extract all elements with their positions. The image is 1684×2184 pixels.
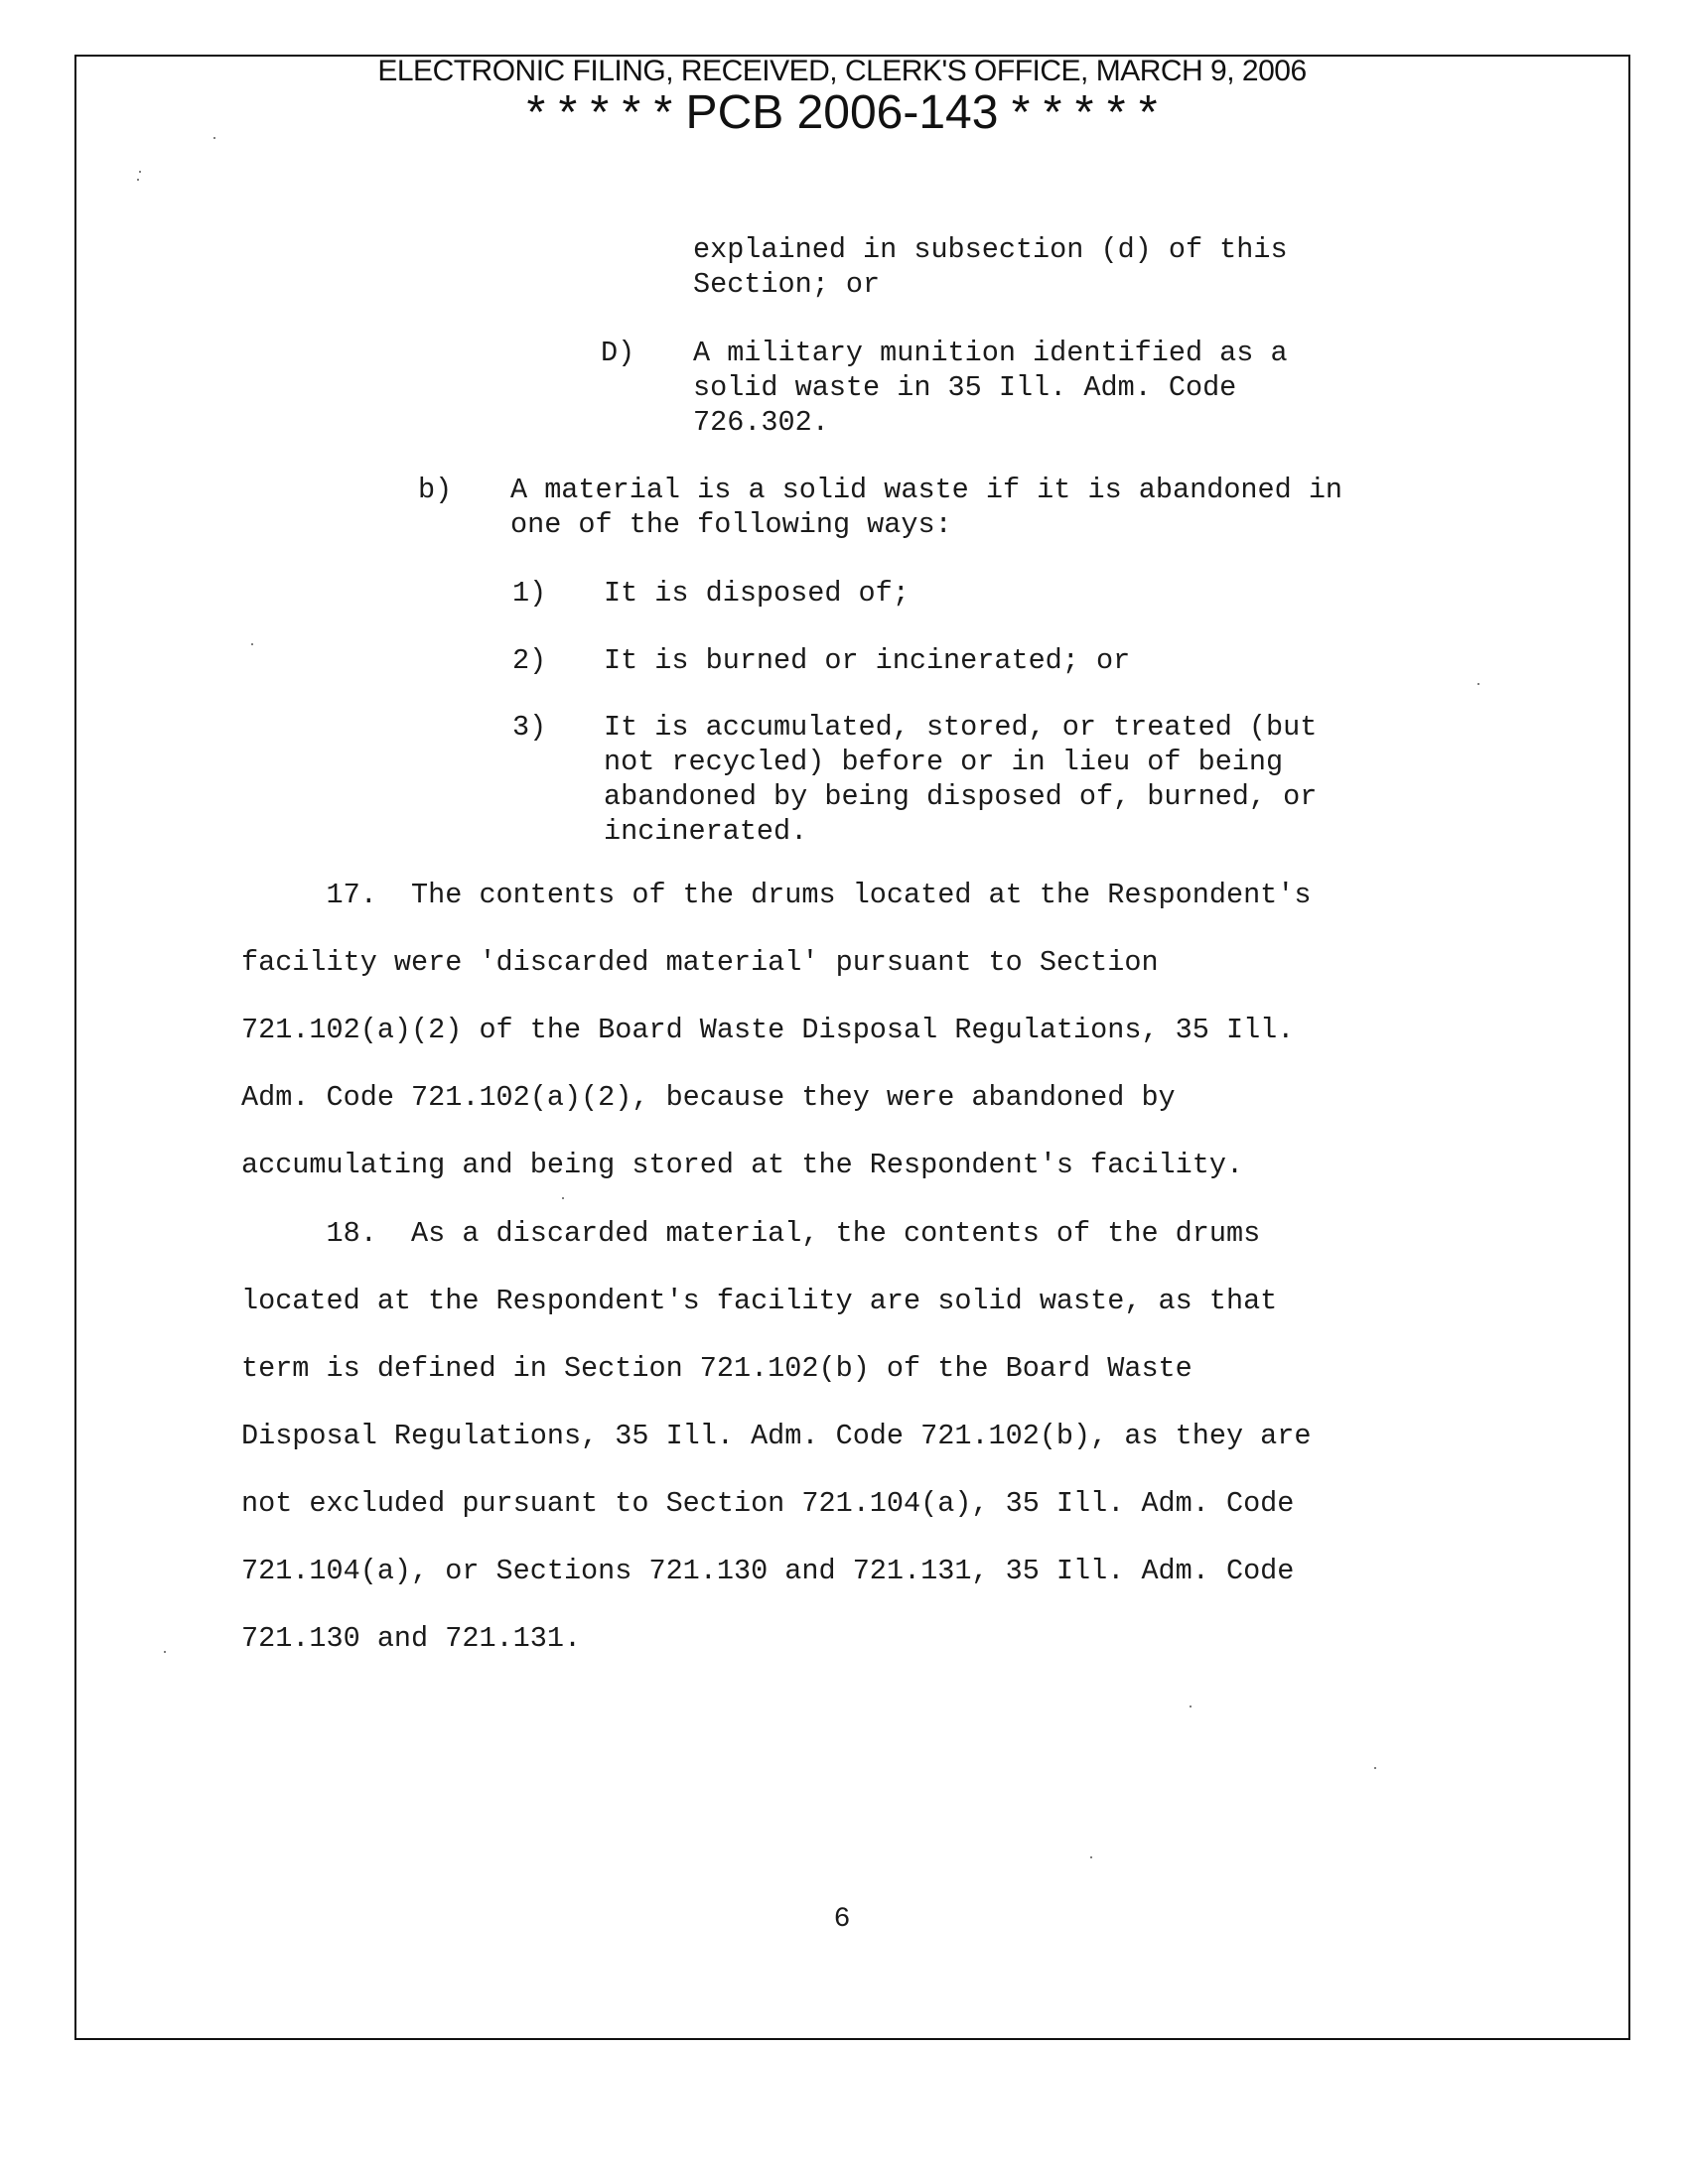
item-d-line: 726.302. — [693, 406, 829, 439]
scan-speck — [1374, 1767, 1376, 1769]
sub-item-marker: 2) — [512, 644, 547, 677]
scan-speck — [1190, 1706, 1192, 1707]
scan-speck — [213, 137, 215, 139]
continued-item-line: Section; or — [693, 268, 881, 301]
case-number: * * * * * PCB 2006-143 * * * * * — [526, 86, 1158, 139]
item-d-marker: D) — [601, 337, 635, 369]
paragraph-18-line: 721.130 and 721.131. — [241, 1622, 582, 1655]
paragraph-18-line: located at the Respondent's facility are solid waste, as that — [241, 1285, 1278, 1317]
scan-speck — [1477, 683, 1479, 685]
scan-speck — [1090, 1856, 1092, 1858]
filing-stamp: ELECTRONIC FILING, RECEIVED, CLERK'S OFFICE, MARCH 9, 2006 — [377, 55, 1307, 87]
paragraph-18-line: 18. As a discarded material, the contents of the drums — [241, 1217, 1261, 1250]
paragraph-17-line: accumulating and being stored at the Respondent's facility. — [241, 1149, 1244, 1181]
sub-item-line: incinerated. — [604, 815, 808, 848]
sub-item-line: It is accumulated, stored, or treated (but — [604, 711, 1318, 744]
paragraph-17-line: 17. The contents of the drums located at the Respondent's — [241, 879, 1312, 911]
scan-speck — [164, 1651, 166, 1653]
paragraph-18-line: not excluded pursuant to Section 721.104(a), 35 Ill. Adm. Code — [241, 1487, 1295, 1520]
sub-item-line: abandoned by being disposed of, burned, or — [604, 780, 1318, 813]
scan-speck — [139, 171, 141, 173]
continued-item-line: explained in subsection (d) of this — [693, 233, 1288, 266]
item-d-line: A military munition identified as a — [693, 337, 1288, 369]
scan-speck — [251, 643, 253, 645]
sub-item-line: not recycled) before or in lieu of being — [604, 746, 1284, 778]
paragraph-17-line: 721.102(a)(2) of the Board Waste Disposal Regulations, 35 Ill. — [241, 1014, 1295, 1046]
item-b-line: one of the following ways: — [510, 508, 952, 541]
sub-item-line: It is disposed of; — [604, 577, 910, 610]
sub-item-marker: 3) — [512, 711, 547, 744]
paragraph-17-line: Adm. Code 721.102(a)(2), because they were abandoned by — [241, 1081, 1176, 1114]
sub-item-marker: 1) — [512, 577, 547, 610]
paragraph-18-line: 721.104(a), or Sections 721.130 and 721.131, 35 Ill. Adm. Code — [241, 1555, 1295, 1587]
page-number: 6 — [833, 1904, 851, 1935]
paragraph-18-line: Disposal Regulations, 35 Ill. Adm. Code 721.102(b), as they are — [241, 1420, 1312, 1452]
paragraph-17-line: facility were 'discarded material' pursuant to Section — [241, 946, 1159, 979]
scan-speck — [137, 179, 139, 181]
scan-speck — [562, 1197, 564, 1199]
paragraph-18-line: term is defined in Section 721.102(b) of the Board Waste — [241, 1352, 1193, 1385]
item-b-line: A material is a solid waste if it is abandoned in — [510, 474, 1343, 506]
item-b-marker: b) — [418, 474, 453, 506]
sub-item-line: It is burned or incinerated; or — [604, 644, 1131, 677]
item-d-line: solid waste in 35 Ill. Adm. Code — [693, 371, 1237, 404]
